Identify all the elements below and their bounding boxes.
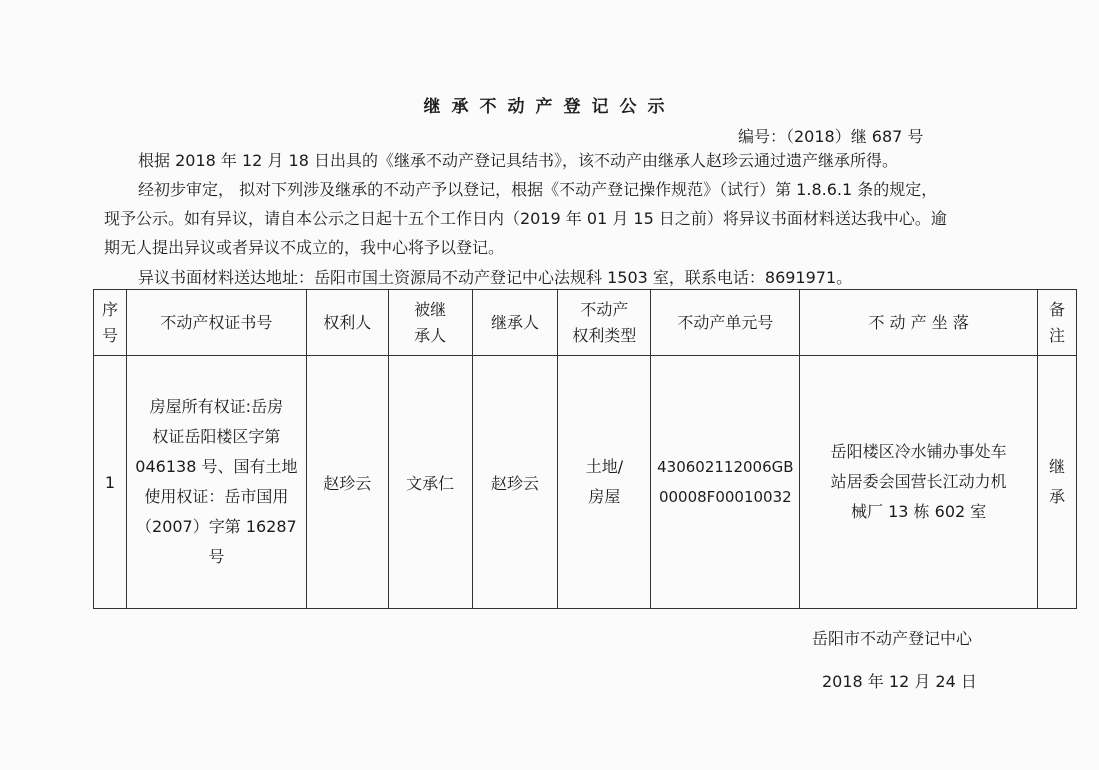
header-right-type-line2: 权利类型 <box>572 325 637 345</box>
header-seq-line2: 号 <box>101 325 118 345</box>
cell-deceased: 文承仁 <box>388 356 472 609</box>
cell-cert <box>126 356 306 609</box>
header-remark-line1: 备 <box>1048 299 1065 319</box>
header-owner: 权利人 <box>306 290 388 356</box>
cell-cert-line: 使用权证：岳市国用 <box>144 487 289 506</box>
cell-unit-no-line1: 430602112006GB <box>657 458 794 476</box>
header-location: 不 动 产 坐 落 <box>800 290 1038 356</box>
cell-location <box>800 356 1038 609</box>
paragraph-review-line3: 期无人提出异议或者异议不成立的，我中心将予以登记。 <box>104 238 505 257</box>
document-title: 继承不动产登记公示 <box>423 97 676 117</box>
header-remark-line2: 注 <box>1048 325 1065 345</box>
issuing-organization: 岳阳市不动产登记中心 <box>812 629 973 648</box>
cell-cert-line: 房屋所有权证:岳房 <box>149 397 284 416</box>
cell-seq: 1 <box>94 356 127 609</box>
cell-unit-no-line2: 00008F00010032 <box>658 488 792 506</box>
table-row <box>94 356 1077 609</box>
cell-unit-no <box>651 356 800 609</box>
cell-heir: 赵珍云 <box>472 356 558 609</box>
table-header-row <box>94 290 1077 356</box>
cell-cert-line: （2007）字第 16287 <box>136 517 297 536</box>
header-cert: 不动产权证书号 <box>126 290 306 356</box>
cell-remark-line2: 承 <box>1048 487 1065 506</box>
paragraph-review-line2: 现予公示。如有异议，请自本公示之日起十五个工作日内（2019 年 01 月 15 日之前）将异议书面材料送达我中心。逾 <box>104 209 947 228</box>
paragraph-origin: 根据 2018 年 12 月 18 日出具的《继承不动产登记具结书》，该不动产由继承人赵珍云通过遗产继承所得。 <box>138 151 898 170</box>
document-number: 编号：（2018）继 687 号 <box>738 127 924 146</box>
cell-owner: 赵珍云 <box>306 356 388 609</box>
cell-location-line1: 岳阳楼区冷水铺办事处车 <box>830 442 1007 461</box>
registration-table <box>93 289 1077 609</box>
header-unit-no: 不动产单元号 <box>651 290 800 356</box>
header-seq-line1: 序 <box>101 299 118 319</box>
cell-right-type-line1: 土地/ <box>585 457 624 476</box>
issue-date: 2018 年 12 月 24 日 <box>822 672 977 691</box>
paragraph-objection-address: 异议书面材料送达地址：岳阳市国土资源局不动产登记中心法规科 1503 室，联系电话：8691971。 <box>138 268 853 287</box>
cell-cert-line: 号 <box>208 547 225 566</box>
header-right-type <box>558 290 651 356</box>
cell-remark-line1: 继 <box>1048 457 1065 476</box>
cell-location-line3: 械厂 13 栋 602 室 <box>851 502 987 521</box>
header-seq <box>94 290 127 356</box>
cell-remark <box>1037 356 1076 609</box>
header-deceased-line2: 承人 <box>414 325 447 345</box>
cell-cert-line: 046138 号、国有土地 <box>135 457 298 476</box>
header-deceased <box>388 290 472 356</box>
paragraph-review-line1: 经初步审定， 拟对下列涉及继承的不动产予以登记，根据《不动产登记操作规范》（试行）第 1.8.6.1 条的规定， <box>138 180 938 199</box>
cell-right-type-line2: 房屋 <box>588 487 621 506</box>
header-heir: 继承人 <box>472 290 558 356</box>
cell-location-line2: 站居委会国营长江动力机 <box>830 472 1007 491</box>
header-right-type-line1: 不动产 <box>580 299 629 319</box>
header-remark <box>1037 290 1076 356</box>
cell-right-type <box>558 356 651 609</box>
header-deceased-line1: 被继 <box>414 299 447 319</box>
cell-cert-line: 权证岳阳楼区字第 <box>152 427 281 446</box>
